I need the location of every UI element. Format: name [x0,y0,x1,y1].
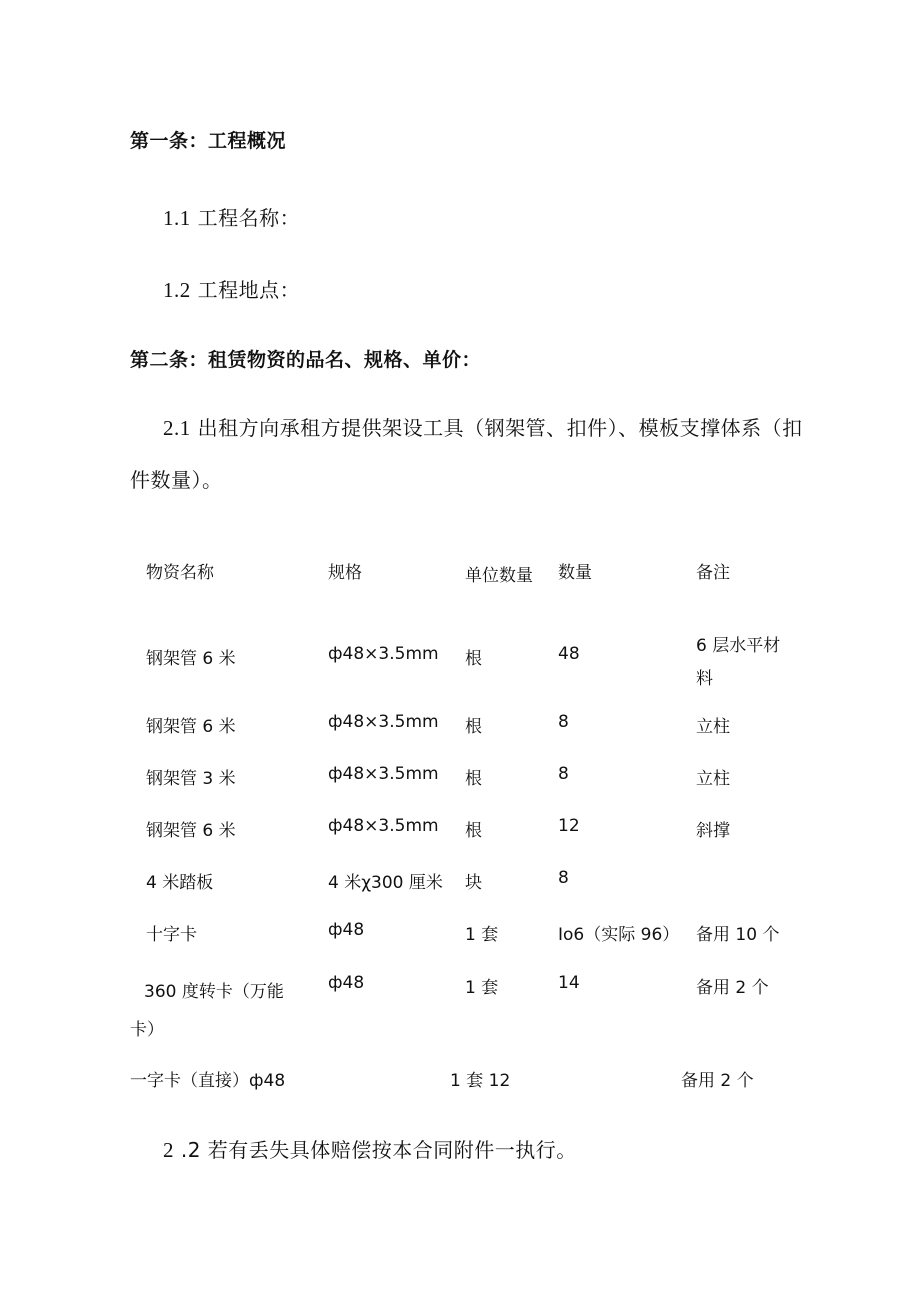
table-header-name: 物资名称 [146,563,214,583]
table-cell-unit: 根 [465,649,482,669]
para-2-2 [163,1134,577,1163]
table-cell-qty: 12 [558,816,580,836]
table-tail-unit-qty: 1 套 12 [450,1071,511,1091]
table-cell-name: 钢架管 6 米 [146,649,236,669]
table-cell-name: 360 度转卡（万能卡） [130,982,284,1040]
table-cell-spec: ф48×3.5mm [328,644,439,664]
item-text: 工程名称： [197,206,301,230]
table-cell-unit: 根 [465,717,482,737]
table-tail-name-spec: 一字卡（直接）ф48 [130,1071,286,1091]
para-text: 出租方向承租方提供架设工具（钢架管、扣件）、模板支撑体系（扣 [197,416,803,440]
para-2-1-line2: 件数量）。 [130,468,223,492]
table-cell-qty: 8 [558,868,569,888]
table-cell-unit: 根 [465,821,482,841]
article-2-heading: 第二条：租赁物资的品名、规格、单价： [130,349,482,371]
table-cell-qty: 8 [558,712,569,732]
item-1-2 [163,274,300,303]
table-cell-name: 钢架管 6 米 [146,821,236,841]
table-cell-unit: 根 [465,769,482,789]
table-cell-spec: 4 米χ300 厘米 [328,873,443,893]
table-cell-spec: ф48 [328,920,365,940]
table-header-remark: 备注 [696,563,730,583]
table-cell-qty: 14 [558,973,580,993]
table-cell-spec: ф48×3.5mm [328,712,439,732]
table-cell-remark: 斜撑 [696,821,730,841]
item-text: 工程地点： [197,278,301,302]
table-cell-spec: ф48×3.5mm [328,816,439,836]
table-cell-qty: 48 [558,644,580,664]
table-cell-spec: ф48 [328,973,365,993]
table-cell-remark: 备用 2 个 [696,978,769,998]
table-header-spec: 规格 [328,563,362,583]
table-cell-name: 4 米踏板 [146,873,214,893]
table-cell-name: 钢架管 3 米 [146,769,236,789]
para-text: .2 若有丢失具体赔偿按本合同附件一执行。 [180,1138,577,1162]
item-number: 2.1 [163,416,191,440]
table-cell-unit: 1 套 [465,925,499,945]
table-cell-spec: ф48×3.5mm [328,764,439,784]
table-cell-remark: 立柱 [696,717,730,737]
article-1-heading: 第一条：工程概况 [130,130,287,152]
item-number: 1.2 [163,278,191,302]
table-cell-unit: 1 套 [465,978,499,998]
table-cell-unit: 块 [465,873,482,893]
table-cell-remark: 备用 10 个 [696,925,780,945]
table-tail-remark: 备用 2 个 [681,1071,754,1091]
item-1-1 [163,202,300,231]
table-cell-qty: Io6（实际 96） [558,925,680,945]
table-cell-name: 钢架管 6 米 [146,717,236,737]
table-cell-name: 十字卡 [146,925,197,945]
table-cell-qty: 8 [558,764,569,784]
table-header-unit: 单位数量 [465,566,533,586]
item-number: 1.1 [163,206,191,230]
item-number: 2 [163,1138,174,1162]
table-cell-remark: 立柱 [696,769,730,789]
para-2-1-line1 [163,412,803,441]
table-header-qty: 数量 [558,563,592,583]
table-cell-remark: 6 层水平材料 [696,636,781,689]
